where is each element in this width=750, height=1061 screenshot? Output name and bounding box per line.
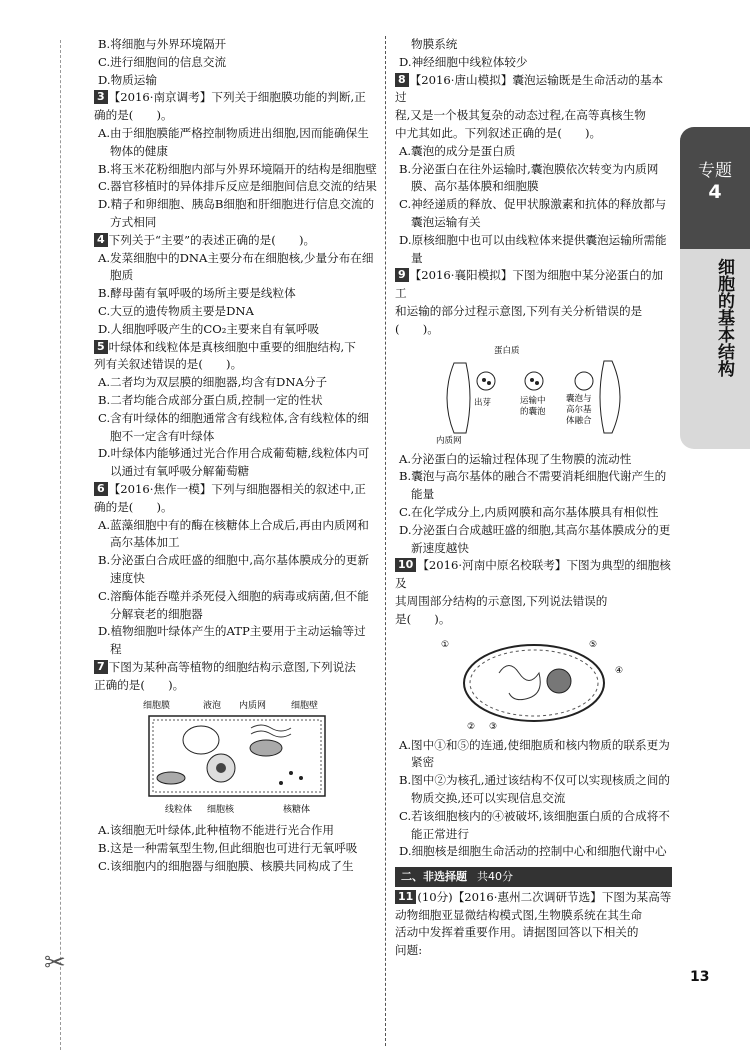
option: C.该细胞内的细胞器与细胞膜、核膜共同构成了生 <box>98 859 354 874</box>
option: A.该细胞无叶绿体,此种植物不能进行光合作用 <box>98 823 335 838</box>
option: B.酵母菌有氧呼吸的场所主要是线粒体 <box>98 286 296 301</box>
er-outline <box>447 363 470 433</box>
question-stem: 【2016·襄阳模拟】下图为细胞中某分泌蛋白的加工 <box>395 268 664 301</box>
question-stem: 活动中发挥着重要作用。请据图回答以下相关的 <box>395 925 639 940</box>
question-stem: 程,又是一个极其复杂的动态过程,在高等真核生物 <box>395 108 646 123</box>
option: B.囊泡与高尔基体的融合不需要消耗细胞代谢产生的能量 <box>399 469 667 502</box>
question-stem: 【2016·唐山模拟】囊泡运输既是生命活动的基本过 <box>395 72 664 105</box>
side-tab-number: 4 <box>708 181 722 203</box>
chromatin <box>499 665 540 699</box>
question-stem: 和运输的部分过程示意图,下列有关分析错误的是 <box>395 303 643 318</box>
fig-label: 蛋白质 <box>493 345 520 356</box>
option: A.蓝藻细胞中有的酶在核糖体上合成后,再由内质网和高尔基体加工 <box>98 517 369 550</box>
question-3 <box>94 89 377 231</box>
side-tab-label: 专题 <box>698 161 732 181</box>
question-stem: 动物细胞亚显微结构模式图,生物膜系统在其生命 <box>395 907 643 922</box>
side-tab-head <box>680 127 750 249</box>
option: B.图中②为核孔,通过该结构不仅可以实现核质之间的物质交换,还可以实现信息交流 <box>399 773 670 805</box>
option: B.将细胞与外界环境隔开 <box>98 37 227 51</box>
fig-label: ④ <box>614 665 623 676</box>
option: D.物质运输 <box>98 72 157 87</box>
question-8 <box>395 72 672 268</box>
fig-label: 细胞膜 <box>142 701 170 712</box>
option: C.进行细胞间的信息交流 <box>98 54 227 69</box>
question-stem: 【2016·南京调考】下列关于细胞膜功能的判断,正 <box>108 90 366 105</box>
question-number: 5 <box>94 340 108 354</box>
question-number: 6 <box>94 482 108 496</box>
question-stem: (10分)【2016·惠州二次调研节选】下图为某高等 <box>417 889 672 904</box>
question-stem: 列有关叙述错误的是( )。 <box>94 357 243 372</box>
endoplasmic-reticulum <box>251 725 291 737</box>
option: C.在化学成分上,内质网膜和高尔基体膜具有相似性 <box>399 504 659 519</box>
fig-label: 细胞核 <box>206 805 234 816</box>
scissors-icon: ✂ <box>44 948 66 978</box>
section-score: 共40分 <box>477 870 513 884</box>
option: A.分泌蛋白的运输过程体现了生物膜的流动性 <box>399 451 632 466</box>
fig-label: 出芽 <box>473 397 491 408</box>
option: B.分泌蛋白合成旺盛的细胞中,高尔基体膜成分的更新速度快 <box>98 553 369 585</box>
option: A.二者均为双层膜的细胞器,均含有DNA分子 <box>98 375 328 390</box>
question-4 <box>94 232 377 339</box>
fig-label: 囊泡与 <box>565 393 592 404</box>
question-stem: 【2016·焦作一模】下列与细胞器相关的叙述中,正 <box>108 481 366 496</box>
question-stem: 【2016·河南中原名校联考】下图为典型的细胞核及 <box>395 558 671 591</box>
question-stem: 确的是( )。 <box>94 108 173 123</box>
fig-label: ⑤ <box>588 639 597 650</box>
nucleolus <box>547 669 571 693</box>
question-stem: 是( )。 <box>395 611 451 626</box>
question-stem: 下列关于“主要”的表述正确的是( )。 <box>108 232 316 247</box>
option: C.大豆的遗传物质主要是DNA <box>98 303 254 318</box>
fig-label: 核糖体 <box>282 805 310 816</box>
option: D.神经细胞中线粒体较少 <box>399 54 528 69</box>
option: D.分泌蛋白合成越旺盛的细胞,其高尔基体膜成分的更新速度越快 <box>399 522 671 555</box>
vesicle <box>575 372 593 390</box>
option: D.植物细胞叶绿体产生的ATP主要用于主动运输等过程 <box>98 624 366 657</box>
question-number: 4 <box>94 233 108 247</box>
question-11 <box>395 889 672 960</box>
question-stem: 确的是( )。 <box>94 499 173 514</box>
nucleolus <box>216 763 226 773</box>
side-tab-title: 细胞的基本结构 <box>714 258 734 377</box>
option: B.将玉米花粉细胞内部与外界环境隔开的结构是细胞壁 <box>98 161 377 176</box>
question-stem: 问题: <box>395 943 423 958</box>
option: A.由于细胞膜能严格控制物质进出细胞,因而能确保生物体的健康 <box>98 125 369 158</box>
question-5 <box>94 339 377 481</box>
left-column <box>94 36 377 876</box>
vesicle <box>525 372 543 390</box>
question-number: 9 <box>395 268 409 282</box>
option: D.精子和卵细胞、胰岛B细胞和肝细胞进行信息交流的方式相同 <box>98 197 375 229</box>
question-number: 8 <box>395 73 409 87</box>
question-stem: 中尤其如此。下列叙述正确的是( )。 <box>395 125 602 140</box>
question-number: 7 <box>94 660 108 674</box>
section-title: 二、非选择题 <box>401 870 467 884</box>
golgi-outline <box>600 361 620 433</box>
fig-label: 液泡 <box>202 701 221 712</box>
question-9 <box>395 267 672 557</box>
nucleus-figure <box>439 633 629 733</box>
option: A.发菜细胞中的DNA主要分布在细胞核,少量分布在细胞质 <box>98 250 374 283</box>
question-7 <box>94 659 377 876</box>
question-stem: ( )。 <box>395 321 439 336</box>
fig-label: 运输中 <box>519 395 546 406</box>
vacuole <box>183 726 219 754</box>
option-continuation: 物膜系统 <box>411 37 458 51</box>
question-10 <box>395 557 672 861</box>
option: C.神经递质的释放、促甲状腺激素和抗体的释放都与囊泡运输有关 <box>399 197 667 229</box>
option: B.二者均能合成部分蛋白质,控制一定的性状 <box>98 392 323 407</box>
option: B.这是一种需氧型生物,但此细胞也可进行无氧呼吸 <box>98 841 358 856</box>
option: D.叶绿体内能够通过光合作用合成葡萄糖,线粒体内可以通过有氧呼吸分解葡萄糖 <box>98 446 370 479</box>
question-stem: 正确的是( )。 <box>94 677 185 692</box>
option: C.溶酶体能吞噬并杀死侵入细胞的病毒或病菌,但不能分解衰老的细胞器 <box>98 588 369 621</box>
option: B.分泌蛋白在往外运输时,囊泡膜依次转变为内质网膜、高尔基体膜和细胞膜 <box>399 161 659 194</box>
fig-label: 的囊泡 <box>519 406 546 417</box>
question-stem: 其周围部分结构的示意图,下列说法错误的 <box>395 593 608 608</box>
plant-cell-figure <box>141 698 331 818</box>
option: D.原核细胞中也可以由线粒体来提供囊泡运输所需能量 <box>399 232 667 265</box>
option: C.若该细胞核内的④被破坏,该细胞蛋白质的合成将不能正常进行 <box>399 808 670 841</box>
mitochondrion <box>250 740 282 756</box>
option: A.图中①和⑤的连通,使细胞质和核内物质的联系更为紧密 <box>399 737 670 770</box>
column-divider <box>385 36 386 1046</box>
fig-label: ③ <box>488 721 497 732</box>
question-number: 11 <box>395 890 416 904</box>
option: D.细胞核是细胞生命活动的控制中心和细胞代谢中心 <box>399 844 667 859</box>
question-6 <box>94 481 377 659</box>
fig-label: 体融合 <box>565 415 592 426</box>
fig-label: 线粒体 <box>164 805 192 816</box>
option: A.囊泡的成分是蛋白质 <box>399 143 516 158</box>
right-column <box>395 36 672 960</box>
question-stem: 下图为某种高等植物的细胞结构示意图,下列说法 <box>108 659 356 674</box>
fig-label: 细胞壁 <box>290 701 318 712</box>
fig-label: ② <box>466 721 475 732</box>
page-number: 13 <box>690 969 710 985</box>
option: D.人细胞呼吸产生的CO₂主要来自有氧呼吸 <box>98 321 320 336</box>
question-stem: 叶绿体和线粒体是真核细胞中重要的细胞结构,下 <box>108 339 356 354</box>
fig-label: 内质网 <box>238 701 266 712</box>
fig-label: 内质网 <box>435 435 462 446</box>
fig-label: 高尔基 <box>565 404 592 415</box>
option: C.器官移植时的异体排斥反应是细胞间信息交流的结果 <box>98 179 377 194</box>
option: C.含有叶绿体的细胞通常含有线粒体,含有线粒体的细胞不一定含有叶绿体 <box>98 410 369 443</box>
question-number: 3 <box>94 90 108 104</box>
vesicle-transport-figure <box>434 343 634 447</box>
section-header <box>395 867 672 887</box>
question-number: 10 <box>395 558 416 572</box>
mitochondrion <box>157 772 185 784</box>
nuclear-envelope <box>464 645 604 721</box>
vesicle <box>477 372 495 390</box>
fig-label: ① <box>440 639 449 650</box>
cut-line <box>60 40 61 1050</box>
